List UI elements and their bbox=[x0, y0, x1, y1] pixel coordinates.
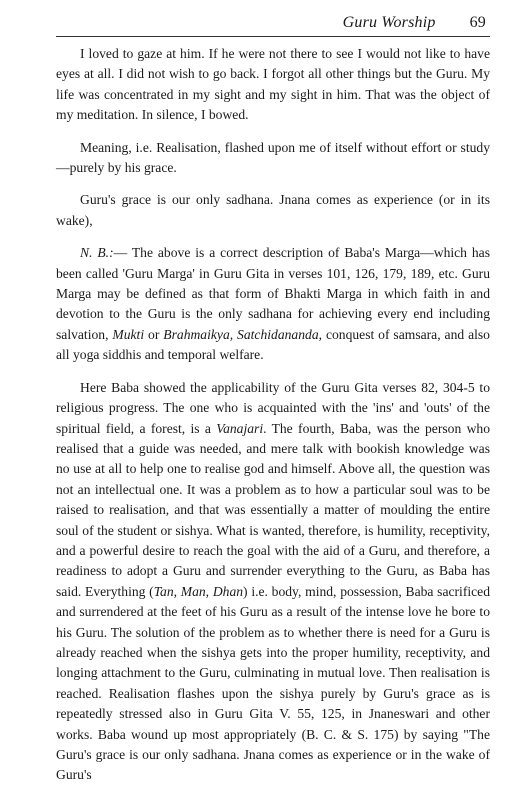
paragraph-2 bbox=[56, 138, 490, 179]
paragraph-text: or bbox=[144, 326, 164, 342]
paragraph-5 bbox=[56, 378, 490, 786]
paragraph-text: I loved to gaze at him. If he were not there to see I would not like to have eyes at all. I did not wish to go back. I forgot all other things but the Guru. My life was concentrated in my sight and my sight in him. That was the object of my meditation. In silence, I bowed. bbox=[56, 46, 490, 123]
italic-term: Vanajari bbox=[216, 420, 264, 436]
nota-bene-label: N. B.: bbox=[80, 245, 114, 261]
paragraph-text: . The fourth, Baba, was the person who realised that a guide was needed, and mere talk with bookish knowledge was no use at all to help one to realise god and himself. Above all, the question was not an intellectual one. It was a problem as to how a particular soul was to be raised to realisation, and that was essentially a matter of moulding the entire soul of the student or sishya. What is wanted, therefore, is humility, receptivity, and a powerful desire to reach the goal with the aid of a Guru, and therefore, a readiness to adopt a Guru and surrender everything to the Guru, as Baba has said. Everything ( bbox=[56, 420, 490, 599]
italic-term: Brahmaikya, Satchidananda, bbox=[163, 326, 323, 342]
paragraph-3 bbox=[56, 190, 490, 231]
running-title: Guru Worship bbox=[342, 14, 436, 31]
paragraph-text: Meaning, i.e. Realisation, flashed upon me of itself without effort or study—purely by his grace. bbox=[56, 139, 490, 176]
italic-term: Tan, Man, Dhan bbox=[153, 583, 244, 599]
italic-term: Mukti bbox=[112, 326, 145, 342]
paragraph-text: — The above is a correct description of Baba's Marga—which has been called 'Guru Marga' in Guru Gita in verses 101, 126, 179, 189, etc. Guru Marga may be defined as that form of Bhakti Marga in which faith in and devotion to the Guru is the only sadhana for achieving every end including salvation, bbox=[56, 245, 490, 342]
paragraph-text: ) i.e. body, mind, possession, Baba sacrificed and surrendered at the feet of his Guru as a result of the intense love he bore to his Guru. The solution of the problem as to whether there is need for a Guru is already reached when the sishya gets into the proper humility, receptivity, and longing attachment to the Guru, culminating in mutual love. Then realisation is reached. Realisation flashes upon the sishya purely by Guru's grace as is repeatedly stressed also in Guru Gita V. 55, 125, in Jnaneswari and other works. Baba wound up most appropriately (B. C. & S. 175) by saying "The Guru's grace is our only sadhana. Jnana comes as experience or in the wake of Guru's bbox=[56, 583, 491, 783]
page-number: 69 bbox=[469, 14, 486, 31]
paragraph-1 bbox=[56, 44, 490, 126]
paragraph-text: Here Baba showed the applicability of the Guru Gita verses 82, 304-5 to religious progress. The one who is acquainted with the 'ins' and 'outs' of the spiritual field, a forest, is a bbox=[56, 379, 490, 436]
paragraph-4 bbox=[56, 243, 490, 365]
running-header bbox=[343, 14, 486, 32]
paragraph-text: Guru's grace is our only sadhana. Jnana comes as experience (or in its wake), bbox=[56, 192, 490, 228]
paragraph-text: conquest of samsara, and also all yoga siddhis and temporal welfare. bbox=[56, 326, 490, 363]
page-body bbox=[56, 44, 490, 798]
header-rule bbox=[56, 36, 490, 37]
